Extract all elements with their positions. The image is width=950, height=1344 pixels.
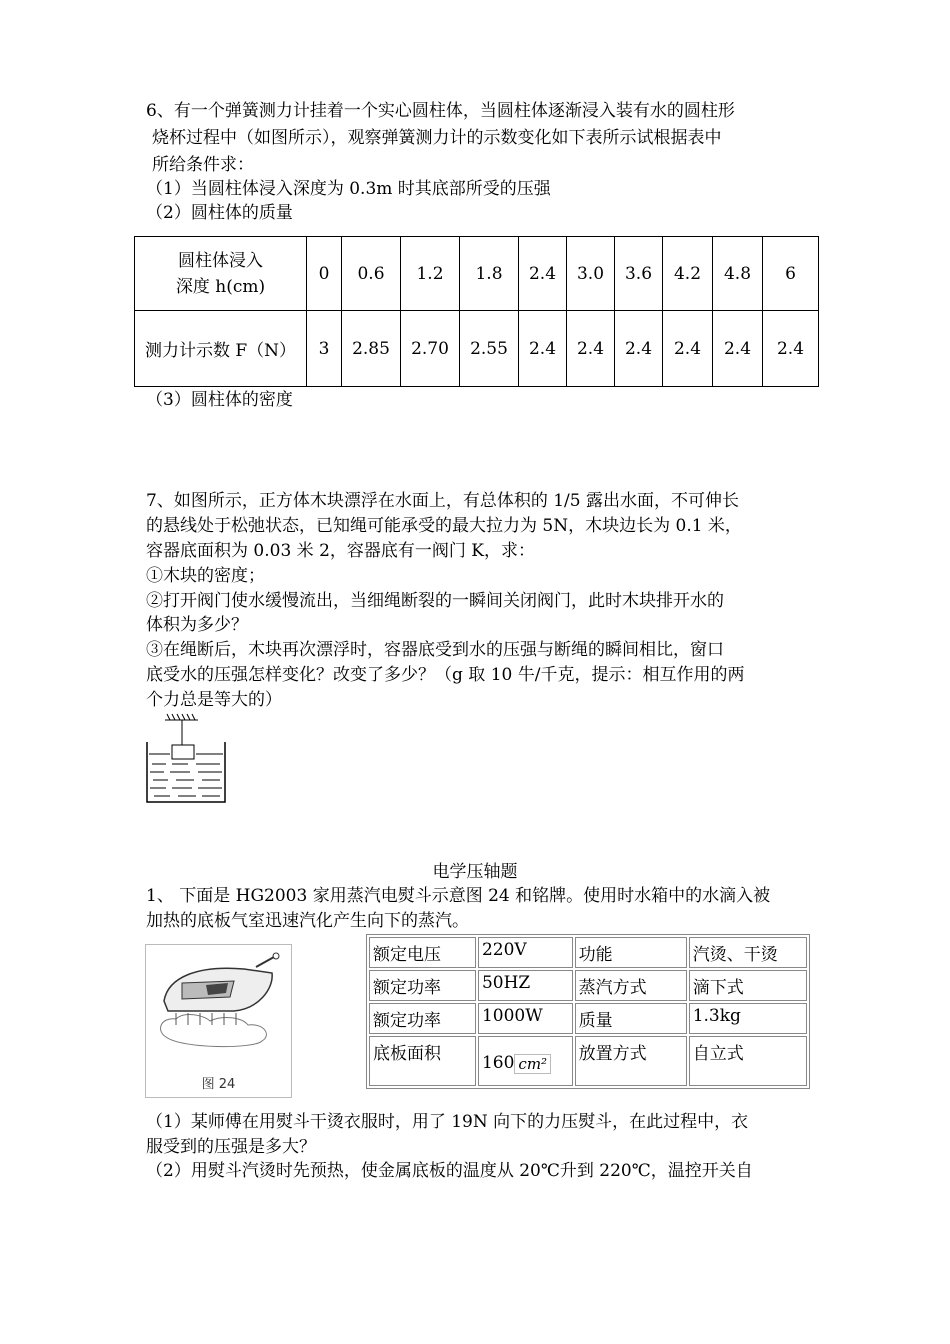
depth-label-line-1: 圆柱体浸入 [178, 250, 263, 271]
q7-line-2: 的悬线处于松弛状态，已知绳可能承受的最大拉力为 5N，木块边长为 0.1 米， [146, 516, 742, 536]
spec-cell: 1.3kg [689, 1003, 807, 1034]
section-title: 电学压轴题 [432, 862, 518, 882]
spec-cell: 1000W [478, 1003, 573, 1034]
force-cell: 2.4 [519, 311, 567, 387]
spec-cell: 放置方式 [575, 1036, 687, 1086]
depth-cell: 4.2 [663, 237, 713, 311]
table-row-depth [135, 237, 819, 311]
force-cell: 2.85 [342, 311, 401, 387]
force-cell: 3 [307, 311, 342, 387]
area-unit: cm² [514, 1054, 551, 1074]
q7-line-6: 体积为多少？ [146, 615, 248, 635]
q7-line-4: ①木块的密度； [146, 566, 265, 586]
spec-cell: 额定功率 [369, 970, 476, 1001]
spec-cell: 质量 [575, 1003, 687, 1034]
water-lines [149, 754, 223, 796]
table-row [369, 970, 807, 1001]
figure-label: 图 24 [201, 1077, 236, 1092]
table-row [369, 1036, 807, 1086]
q6-part-1: （1）当圆柱体浸入深度为 0.3m 时其底部所受的压强 [146, 179, 551, 199]
force-cell: 2.70 [401, 311, 460, 387]
steam-iron-icon [146, 945, 291, 1070]
depth-label-line-2: 深度 h(cm) [175, 276, 266, 297]
depth-cell: 6 [763, 237, 819, 311]
spec-cell: 额定电压 [369, 937, 476, 968]
spec-cell: 自立式 [689, 1036, 807, 1086]
depth-cell: 2.4 [519, 237, 567, 311]
force-cell: 2.55 [460, 311, 519, 387]
ceiling-hatch [165, 714, 198, 720]
spec-cell: 220V [478, 937, 573, 968]
table-row [369, 1003, 807, 1034]
spec-cell: 蒸汽方式 [575, 970, 687, 1001]
depth-cell: 3.0 [567, 237, 615, 311]
wooden-block [172, 745, 194, 759]
e1-line-2: 加热的底板气室迅速汽化产生向下的蒸汽。 [146, 911, 469, 931]
table-row-force [135, 311, 819, 387]
q7-line-5: ②打开阀门使水缓慢流出，当细绳断裂的一瞬间关闭阀门，此时木块排开水的 [146, 591, 724, 611]
force-cell: 2.4 [615, 311, 663, 387]
depth-cell: 3.6 [615, 237, 663, 311]
table-row [369, 937, 807, 968]
depth-cell: 0.6 [342, 237, 401, 311]
nameplate-table [366, 934, 810, 1089]
q7-line-3: 容器底面积为 0.03 米 2，容器底有一阀门 K，求： [146, 541, 535, 561]
q6-part-3: （3）圆柱体的密度 [146, 390, 293, 410]
e1-question-1-cont: 服受到的压强是多大？ [146, 1137, 316, 1157]
floating-block-diagram [140, 712, 230, 806]
q6-line-2: 烧杯过程中（如图所示），观察弹簧测力计的示数变化如下表所示试根据表中 [152, 128, 722, 148]
area-value: 160 [481, 1053, 515, 1073]
force-cell: 2.4 [663, 311, 713, 387]
e1-question-1: （1）某师傅在用熨斗干烫衣服时，用了 19N 向下的力压熨斗，在此过程中，衣 [146, 1112, 749, 1132]
spec-cell: 50HZ [478, 970, 573, 1001]
q6-part-2: （2）圆柱体的质量 [146, 203, 293, 223]
force-cell: 2.4 [763, 311, 819, 387]
depth-cell: 1.8 [460, 237, 519, 311]
q6-line-3: 所给条件求： [152, 155, 254, 175]
q7-line-7: ③在绳断后，木块再次漂浮时，容器底受到水的压强与断绳的瞬间相比，窗口 [146, 640, 724, 660]
force-label-cell: 测力计示数 F（N） [135, 311, 307, 387]
depth-cell: 1.2 [401, 237, 460, 311]
spec-cell: 功能 [575, 937, 687, 968]
spec-cell: 底板面积 [369, 1036, 476, 1086]
depth-cell: 4.8 [713, 237, 763, 311]
q7-line-9: 个力总是等大的） [146, 690, 282, 710]
q7-line-1: 7、如图所示，正方体木块漂浮在水面上，有总体积的 1/5 露出水面，不可伸长 [146, 491, 739, 511]
spec-cell-area [478, 1036, 573, 1086]
force-cell: 2.4 [713, 311, 763, 387]
spec-cell: 滴下式 [689, 970, 807, 1001]
e1-question-2: （2）用熨斗汽烫时先预热，使金属底板的温度从 20℃升到 220℃，温控开关自 [146, 1161, 753, 1181]
spec-cell: 额定功率 [369, 1003, 476, 1034]
depth-cell: 0 [307, 237, 342, 311]
steam-iron-figure [145, 944, 292, 1098]
depth-force-table [134, 236, 819, 387]
q6-line-1: 6、有一个弹簧测力计挂着一个实心圆柱体，当圆柱体逐渐浸入装有水的圆柱形 [146, 101, 735, 121]
depth-label-cell [135, 237, 307, 311]
e1-line-1: 1、 下面是 HG2003 家用蒸汽电熨斗示意图 24 和铭牌。使用时水箱中的水滴入被 [146, 886, 771, 906]
q7-line-8: 底受水的压强怎样变化？改变了多少？（g 取 10 牛/千克，提示：相互作用的两 [146, 665, 745, 685]
spec-cell: 汽烫、干烫 [689, 937, 807, 968]
force-cell: 2.4 [567, 311, 615, 387]
